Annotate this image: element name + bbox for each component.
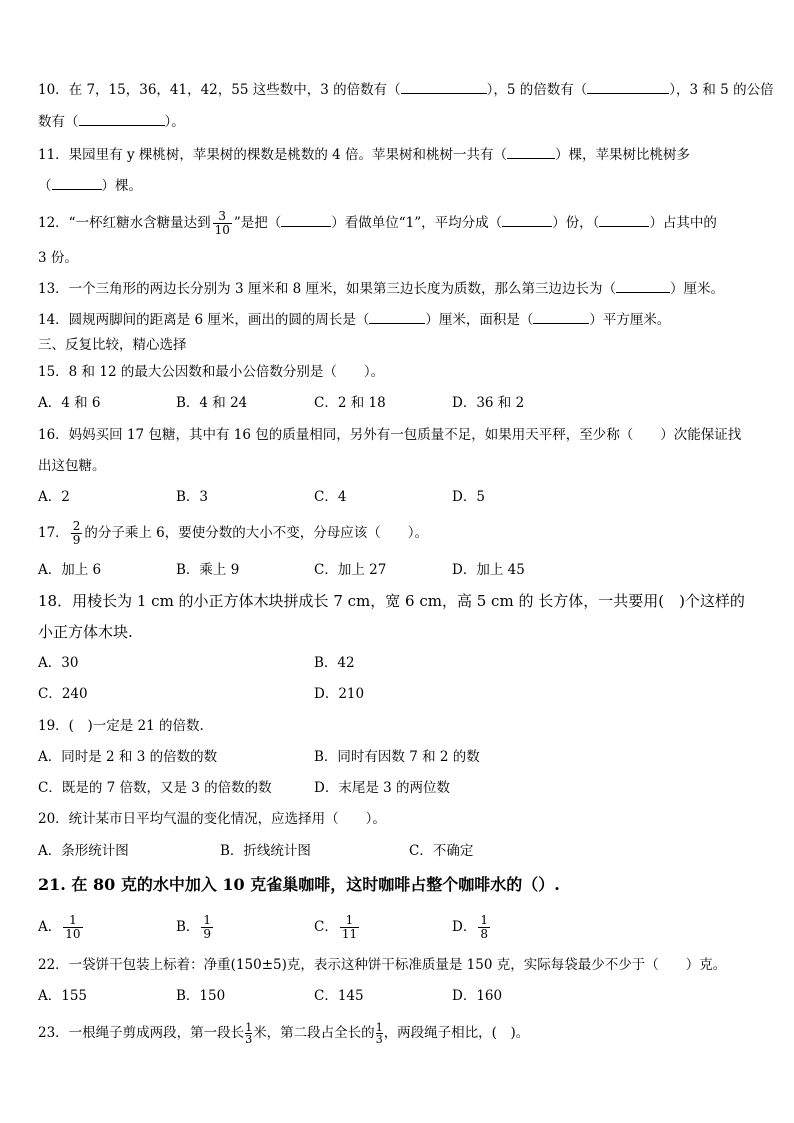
answer-blank[interactable] xyxy=(507,146,555,159)
question-22-stem: 22．一袋饼干包装上标着：净重(150±5)克，表示这种饼干标准质量是 150 克，实际每袋最少不少于（ ）克。 xyxy=(38,957,727,973)
option-c[interactable]: C．既是的 7 倍数，又是 3 的倍数的数 xyxy=(38,780,272,796)
q11-text-b: ）棵，苹果树比桃树多 xyxy=(555,147,691,163)
option-d[interactable] xyxy=(452,910,492,944)
fraction: $\frac{1}{8}$ xyxy=(480,913,488,941)
section-heading: 三、反复比较，精心选择 xyxy=(38,337,187,353)
option-c[interactable]: C．145 xyxy=(314,988,364,1004)
question-12-line-2 xyxy=(38,248,78,268)
question-18-line-1: 18．用棱长为 1 cm 的小正方体木块拼成长 7 cm，宽 6 cm，高 5 cm 的 长方体，一共要用( )个这样的 xyxy=(38,592,745,610)
option-d[interactable]: D．5 xyxy=(452,489,485,505)
option-d[interactable]: D．160 xyxy=(452,988,503,1004)
answer-blank[interactable] xyxy=(587,81,669,94)
option-b[interactable]: B．42 xyxy=(314,655,355,671)
option-b[interactable]: B．3 xyxy=(176,489,209,505)
q12-text-b: ”是把（ xyxy=(233,215,282,231)
fraction: $\frac{1}{9}$ xyxy=(203,913,212,941)
question-23-stem xyxy=(38,1018,529,1048)
q10-text-c: ），3 和 5 的公倍 xyxy=(669,82,774,98)
q12-text-a: 12．“一杯红糖水含糖量达到 xyxy=(38,215,211,231)
fraction: $\frac{1}{11}$ xyxy=(341,913,358,941)
q14-text-c: ）平方厘米。 xyxy=(589,312,671,328)
q12-text-c: ）看做单位“1”，平均分成（ xyxy=(331,215,503,231)
question-14 xyxy=(38,310,670,330)
option-a[interactable] xyxy=(38,910,85,944)
q14-text-a: 14．圆规两脚间的距离是 6 厘米，画出的圆的周长是（ xyxy=(38,312,370,328)
answer-blank[interactable] xyxy=(52,177,102,190)
question-17-stem xyxy=(38,518,428,548)
q11-text-d: ）棵。 xyxy=(101,178,142,194)
option-a[interactable]: A．4 和 6 xyxy=(38,395,101,411)
option-b[interactable]: B．折线统计图 xyxy=(220,843,311,859)
answer-blank[interactable] xyxy=(616,280,670,293)
question-11-line-2 xyxy=(38,176,142,196)
question-18-line-2: 小正方体木块. xyxy=(38,623,133,641)
option-a[interactable]: A．2 xyxy=(38,489,70,505)
option-c[interactable]: C．2 和 18 xyxy=(314,395,386,411)
q17-text: 的分子乘上 6，要使分数的大小不变，分母应该（ ）。 xyxy=(84,525,428,541)
question-21-stem: 21. 在 80 克的水中加入 10 克雀巢咖啡，这时咖啡占整个咖啡水的（）. xyxy=(38,875,560,894)
option-d[interactable]: D．加上 45 xyxy=(452,562,525,578)
q23-text-b: 米，第二段占全长的 xyxy=(253,1025,375,1041)
q10-text-a: 10．在 7，15，36，41，42，55 这些数中，3 的倍数有（ xyxy=(38,82,401,98)
option-c[interactable] xyxy=(314,910,361,944)
question-20-stem: 20．统计某市日平均气温的变化情况，应选择用（ ）。 xyxy=(38,811,386,827)
option-a[interactable]: A．加上 6 xyxy=(38,562,102,578)
option-label: A． xyxy=(38,919,62,935)
question-16-line-2: 出这包糖。 xyxy=(38,458,106,474)
option-label: B． xyxy=(176,919,200,935)
option-a[interactable]: A．30 xyxy=(38,655,79,671)
q10-text-d: 数有（ xyxy=(38,114,79,130)
question-13 xyxy=(38,279,724,299)
option-b[interactable]: B．同时有因数 7 和 2 的数 xyxy=(314,749,480,765)
q10-text-e: ）。 xyxy=(164,114,185,130)
option-c[interactable]: C．4 xyxy=(314,489,347,505)
question-15-stem: 15．8 和 12 的最大公因数和最小公倍数分别是（ ）。 xyxy=(38,364,385,380)
option-b[interactable]: B．4 和 24 xyxy=(176,395,248,411)
fraction: $\frac{3}{10}$ xyxy=(214,209,230,237)
q13-text-a: 13．一个三角形的两边长分别为 3 厘米和 8 厘米，如果第三边长度为质数，那么第三边边长为（ xyxy=(38,281,617,297)
option-a[interactable]: A．155 xyxy=(38,988,88,1004)
question-19-stem: 19．( )一定是 21 的倍数. xyxy=(38,718,204,734)
q10-text-b: ），5 的倍数有（ xyxy=(486,82,588,98)
answer-blank[interactable] xyxy=(599,214,649,227)
answer-blank[interactable] xyxy=(502,214,552,227)
q14-text-b: ）厘米，面积是（ xyxy=(425,312,534,328)
option-c[interactable]: C．240 xyxy=(38,686,88,702)
fraction: $\frac{1}{3}$ xyxy=(375,1021,383,1046)
answer-blank[interactable] xyxy=(401,81,487,94)
option-label: D． xyxy=(452,919,477,935)
question-16-line-1: 16．妈妈买回 17 包糖，其中有 16 包的质量相同，另外有一包质量不足，如果用天平秤，至少称（ ）次能保证找 xyxy=(38,427,742,443)
option-d[interactable]: D．末尾是 3 的两位数 xyxy=(314,780,450,796)
question-12-line-1 xyxy=(38,208,717,238)
question-11-line-1 xyxy=(38,145,690,165)
fraction: $\frac{1}{10}$ xyxy=(65,913,81,941)
option-c[interactable]: C．不确定 xyxy=(409,843,474,859)
answer-blank[interactable] xyxy=(281,214,331,227)
option-label: C． xyxy=(314,919,338,935)
answer-blank[interactable] xyxy=(369,311,425,324)
option-a[interactable]: A．同时是 2 和 3 的倍数的数 xyxy=(38,749,218,765)
option-d[interactable]: D．210 xyxy=(314,686,365,702)
q13-text-b: ）厘米。 xyxy=(670,281,725,297)
q12-text-e: ）占其中的 xyxy=(649,215,717,231)
q11-text-a: 11．果园里有 y 棵桃树，苹果树的棵数是桃数的 4 倍。苹果树和桃树一共有（ xyxy=(38,147,508,163)
q12-text-f: 3 份。 xyxy=(38,250,78,266)
option-a[interactable]: A．条形统计图 xyxy=(38,843,129,859)
fraction: $\frac{1}{3}$ xyxy=(245,1021,253,1046)
option-b[interactable] xyxy=(176,910,215,944)
option-d[interactable]: D．36 和 2 xyxy=(452,395,525,411)
q12-text-d: ）份，（ xyxy=(552,215,600,231)
question-10-line-1 xyxy=(38,80,774,100)
answer-blank[interactable] xyxy=(533,311,589,324)
q11-text-c: （ xyxy=(38,178,52,194)
q23-text-a: 23．一根绳子剪成两段，第一段长 xyxy=(38,1025,245,1041)
q23-text-c: ，两段绳子相比，( )。 xyxy=(383,1025,530,1041)
option-b[interactable]: B．150 xyxy=(176,988,226,1004)
question-10-line-2 xyxy=(38,112,185,132)
option-b[interactable]: B．乘上 9 xyxy=(176,562,240,578)
option-c[interactable]: C．加上 27 xyxy=(314,562,387,578)
q17-number: 17． xyxy=(38,525,69,541)
answer-blank[interactable] xyxy=(79,113,165,126)
fraction: $\frac{2}{9}$ xyxy=(72,519,81,547)
